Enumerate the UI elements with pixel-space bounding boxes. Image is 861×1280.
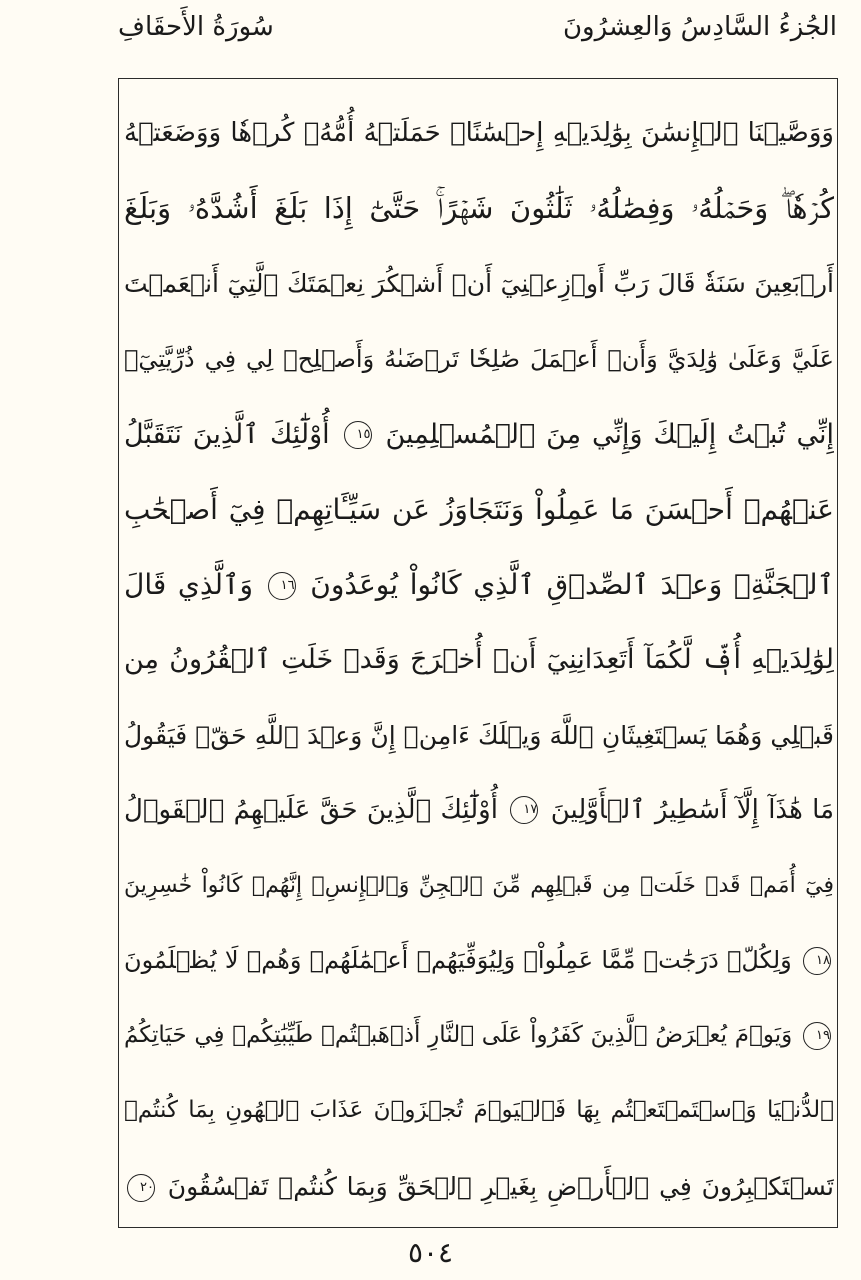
juz-title: الجُزءُ السَّادِسُ وَالعِشرُونَ <box>562 12 837 42</box>
line-text: لِوَٰلِدَيۡهِ أُفّٖ لَّكُمَآ أَتَعِدَانِنِيٓ أَنۡ أُخۡرَجَ وَقَدۡ خَلَتِ ٱلۡقُرُونُ مِن <box>124 644 834 676</box>
text-line-5 <box>124 397 834 472</box>
text-line-6 <box>124 472 834 547</box>
line-text: تَسۡتَكۡبِرُونَ فِي ٱلۡأَرۡضِ بِغَيۡرِ ٱلۡحَقِّ وَبِمَا كُنتُمۡ تَفۡسُقُونَ <box>167 1171 834 1201</box>
line-text: كُرۡهٗاۖ وَحَمۡلُهُۥ وَفِصَٰلُهُۥ ثَلَٰثُونَ شَهۡرًاۚ حَتَّىٰٓ إِذَا بَلَغَ أَشُدَّهُۥ وَبَلَغَ <box>124 191 834 226</box>
page-number: ٥٠٤ <box>407 1236 454 1269</box>
text-line-12 <box>124 923 834 998</box>
line-text: وَيَوۡمَ يُعۡرَضُ ٱلَّذِينَ كَفَرُواْ عَلَى ٱلنَّارِ أَذۡهَبۡتُمۡ طَيِّبَٰتِكُمۡ فِي حَيَاتِكُمُ <box>124 1022 793 1049</box>
line-text: فِيٓ أُمَمٖ قَدۡ خَلَتۡ مِن قَبۡلِهِم مِّنَ ٱلۡجِنِّ وَٱلۡإِنسِۖ إِنَّهُمۡ كَانُواْ خَٰسِرِينَ <box>124 872 834 898</box>
line-text: عَنۡهُمۡ أَحۡسَنَ مَا عَمِلُواْ وَنَتَجَاوَزُ عَن سَيِّـَٔاتِهِمۡ فِيٓ أَصۡحَٰبِ <box>124 492 834 526</box>
ayah-marker-20: ٢٠ <box>127 1174 155 1202</box>
line-text: أَرۡبَعِينَ سَنَةٗ قَالَ رَبِّ أَوۡزِعۡنِيٓ أَنۡ أَشۡكُرَ نِعۡمَتَكَ ٱلَّتِيٓ أَنۡعَمۡتَ <box>124 269 834 299</box>
line-text: قَبۡلِي وَهُمَا يَسۡتَغِيثَانِ ٱللَّهَ وَيۡلَكَ ءَامِنۡ إِنَّ وَعۡدَ ٱللَّهِ حَقّٞ فَيَقُولُ <box>124 720 834 750</box>
quran-text <box>124 96 834 1224</box>
text-line-4 <box>124 322 834 397</box>
text-line-15 <box>124 1149 834 1224</box>
text-line-13 <box>124 998 834 1073</box>
text-line-1 <box>124 96 834 171</box>
ayah-marker-17: ١٧ <box>510 796 538 824</box>
ayah-marker-19: ١٩ <box>803 1022 831 1050</box>
surah-title: سُورَةُ الأَحقَافِ <box>118 12 274 42</box>
ayah-marker-16: ١٦ <box>268 572 296 600</box>
line-text-after: أُوْلَٰٓئِكَ ٱلَّذِينَ نَتَقَبَّلُ <box>124 418 330 450</box>
text-line-3 <box>124 246 834 321</box>
text-line-7 <box>124 547 834 622</box>
line-text: إِنِّي تُبۡتُ إِلَيۡكَ وَإِنِّي مِنَ ٱلۡمُسۡلِمِينَ <box>385 418 834 450</box>
line-text: مَا هَٰذَآ إِلَّآ أَسَٰطِيرُ ٱلۡأَوَّلِينَ <box>550 794 834 825</box>
text-line-11 <box>124 848 834 923</box>
text-line-8 <box>124 622 834 697</box>
text-line-9 <box>124 698 834 773</box>
line-text-after: أُوْلَٰٓئِكَ ٱلَّذِينَ حَقَّ عَلَيۡهِمُ ٱلۡقَوۡلُ <box>124 794 498 825</box>
line-text-after: وَٱلَّذِي قَالَ <box>124 568 253 602</box>
ayah-marker-15: ١٥ <box>344 421 372 449</box>
text-line-2 <box>124 171 834 246</box>
line-text: وَوَصَّيۡنَا ٱلۡإِنسَٰنَ بِوَٰلِدَيۡهِ إِحۡسَٰنًاۖ حَمَلَتۡهُ أُمُّهُۥ كُرۡهٗا وَوَضَعَتۡهُ <box>124 118 834 148</box>
line-text: عَلَيَّ وَعَلَىٰ وَٰلِدَيَّ وَأَنۡ أَعۡمَلَ صَٰلِحٗا تَرۡضَىٰهُ وَأَصۡلِحۡ لِي فِي ذُرِّيَّتِيٓۖ <box>124 344 834 373</box>
page-header <box>0 0 861 70</box>
line-text: ٱلدُّنۡيَا وَٱسۡتَمۡتَعۡتُم بِهَا فَٱلۡيَوۡمَ تُجۡزَوۡنَ عَذَابَ ٱلۡهُونِ بِمَا كُنتُمۡ <box>124 1097 834 1124</box>
text-line-14 <box>124 1073 834 1148</box>
line-text: ٱلۡجَنَّةِۖ وَعۡدَ ٱلصِّدۡقِ ٱلَّذِي كَانُواْ يُوعَدُونَ <box>310 568 834 602</box>
ayah-marker-18: ١٨ <box>803 947 831 975</box>
line-text: وَلِكُلّٖ دَرَجَٰتٞ مِّمَّا عَمِلُواْۖ وَلِيُوَفِّيَهُمۡ أَعۡمَٰلَهُمۡ وَهُمۡ لَا يُظۡلَمُونَ <box>124 946 792 975</box>
text-line-10 <box>124 773 834 848</box>
